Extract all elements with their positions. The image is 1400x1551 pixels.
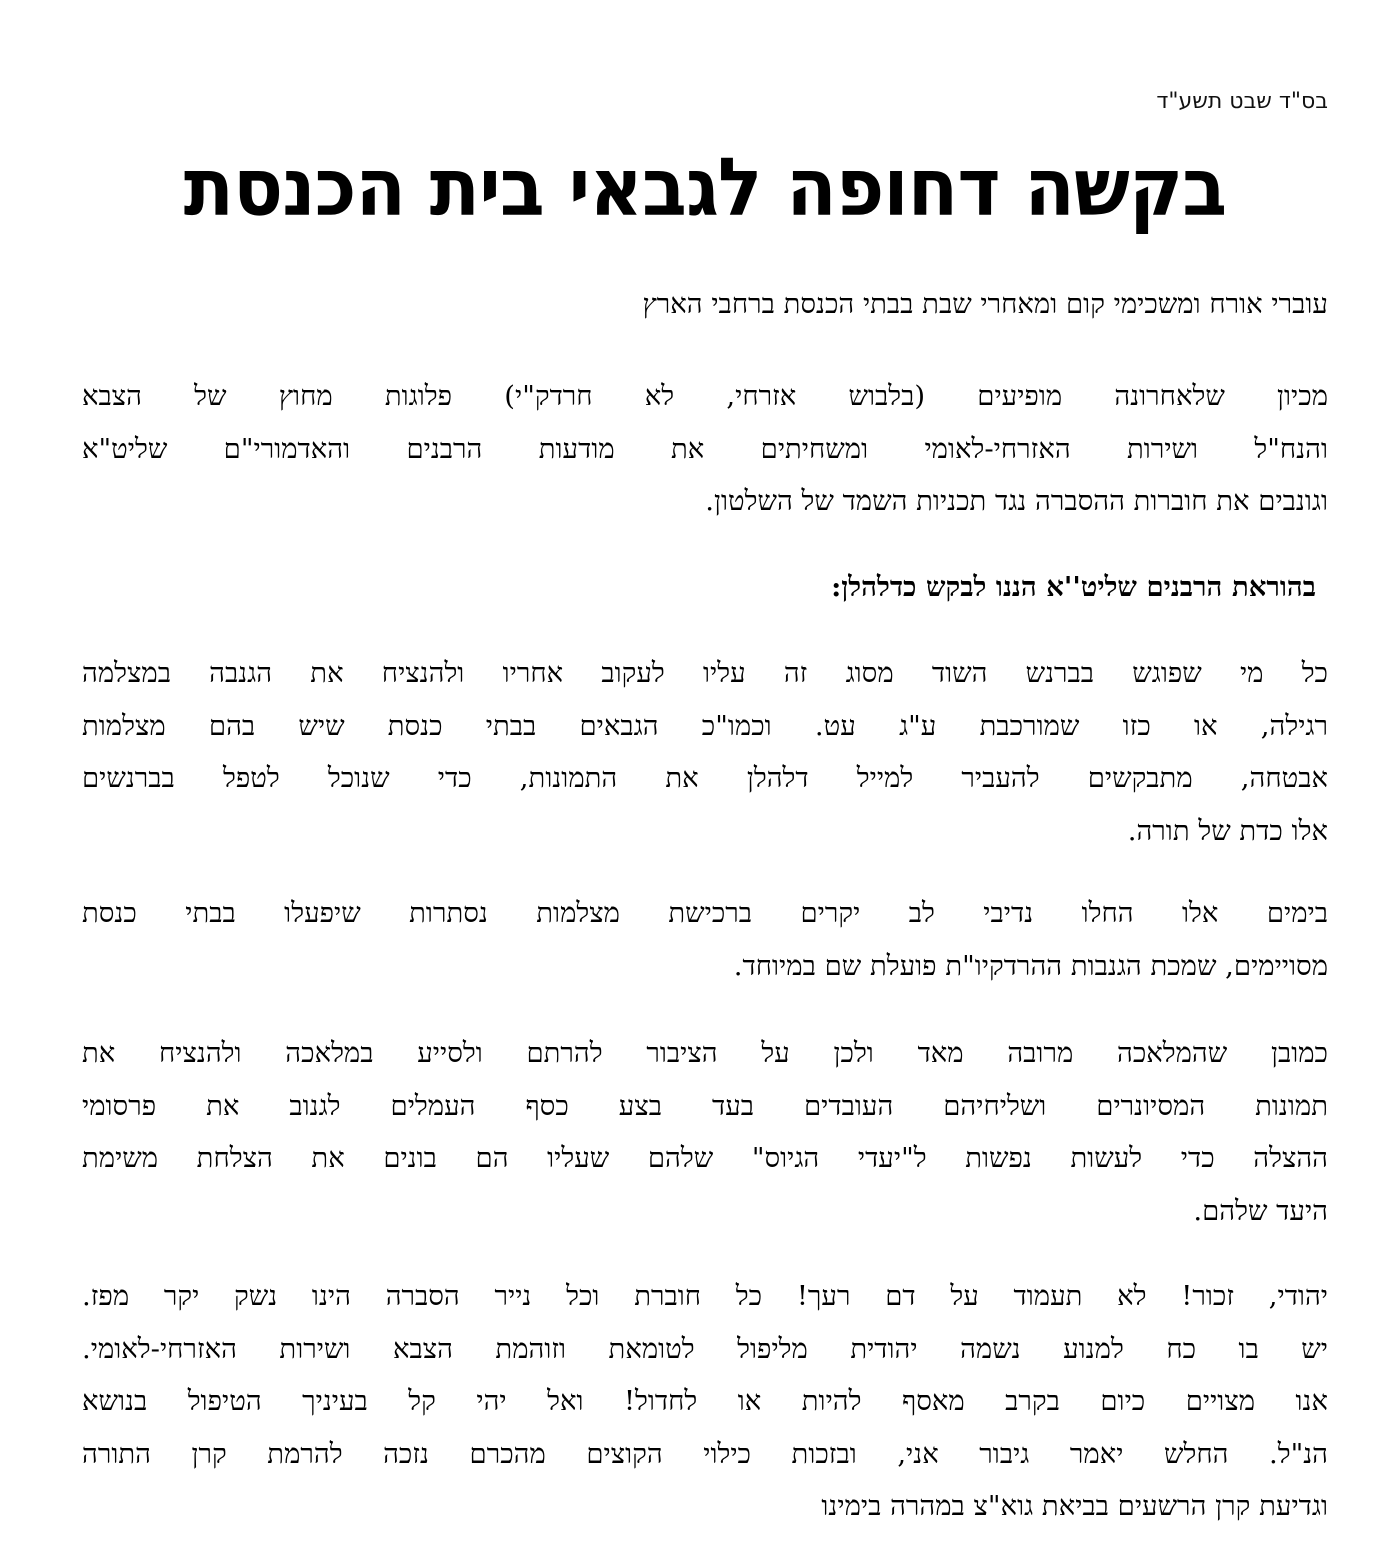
paragraph-line: הנ"ל. החלש יאמר גיבור אני, ובזכות כילוי הקוצים מהכרם נזכה להרמת קרן התורה <box>82 1437 1328 1470</box>
paragraph-line: יש בו כח למנוע נשמה יהודית מליפול לטומאת וזוהמת הצבא ושירות האזרחי-לאומי. <box>82 1332 1328 1365</box>
paragraph-line: כמובן שהמלאכה מרובה מאד ולכן על הציבור להרתם ולסייע במלאכה ולהנציח את <box>82 1037 1328 1069</box>
paragraph-line: אלו כדת של תורה. <box>1127 814 1328 847</box>
paragraph-line: כל מי שפוגש בברנש השוד מסוג זה עליו לעקוב אחריו ולהנציח את הגנבה במצלמה <box>82 657 1328 689</box>
paragraph-4 <box>82 1027 1328 1237</box>
document-title: בקשה דחופה לגבאי בית הכנסת <box>183 141 1227 234</box>
paragraph-line: והנח"ל ושירות האזרחי-לאומי ומשחיתים את מודעות הרבנים והאדמורי"ם שליט"א <box>82 432 1328 465</box>
paragraph-line: ההצלה כדי לעשות נפשות ל"יעדי הגיוס" שלהם שעליו הם בונים את הצלחת משימת <box>82 1142 1328 1174</box>
paragraph-line: רגילה, או כזו שמורכבת ע"ג עט. וכמו"כ הגבאים בבתי כנסת שיש בהם מצלמות <box>82 709 1328 742</box>
paragraph-1 <box>82 370 1328 528</box>
paragraph-line: תמונות המסיונרים ושליחיהם העובדים בעד בצע כסף העמלים לגנוב את פרסומי <box>82 1089 1328 1122</box>
paragraph-line: וגונבים את חוברות ההסברה נגד תכניות השמד של השלטון. <box>705 485 1328 517</box>
paragraph-2 <box>82 647 1328 857</box>
intro-line: עוברי אורח ומשכימי קום ומאחרי שבת בבתי הכנסת ברחבי הארץ <box>642 288 1328 320</box>
paragraph-line: וגדיעת קרן הרשעים בביאת גוא"צ במהרה בימינו <box>821 1490 1328 1522</box>
paragraph-3 <box>82 887 1328 992</box>
paragraph-line: היעד שלהם. <box>1193 1194 1328 1227</box>
section-subheading: בהוראת הרבנים שליט''א הננו לבקש כדלהלן: <box>831 571 1316 603</box>
paragraph-line: בימים אלו החלו נדיבי לב יקרים ברכישת מצלמות נסתרות שיפעלו בבתי כנסת <box>82 897 1328 929</box>
paragraph-line: אבטחה, מתבקשים להעביר למייל דלהלן את התמונות, כדי שנוכל לטפל בברנשים <box>82 762 1328 794</box>
paragraph-line: מסויימים, שמכת הגנבות ההרדקיו"ת פועלת שם במיוחד. <box>733 949 1328 982</box>
paragraph-line: יהודי, זכור! לא תעמוד על דם רעך! כל חוברת וכל נייר הסברה הינו נשק יקר מפז. <box>82 1280 1328 1312</box>
date-line: בס"ד שבט תשע"ד <box>1156 89 1328 114</box>
paragraph-line: מכיון שלאחרונה מופיעים (בלבוש אזרחי, לא חרדק"י) פלוגות מחוץ של הצבא <box>82 380 1328 412</box>
paragraph-line: אנו מצויים כיום בקרב מאסף להיות או לחדול! ואל יהי קל בעיניך הטיפול בנושא <box>82 1385 1328 1417</box>
paragraph-5 <box>82 1270 1328 1533</box>
